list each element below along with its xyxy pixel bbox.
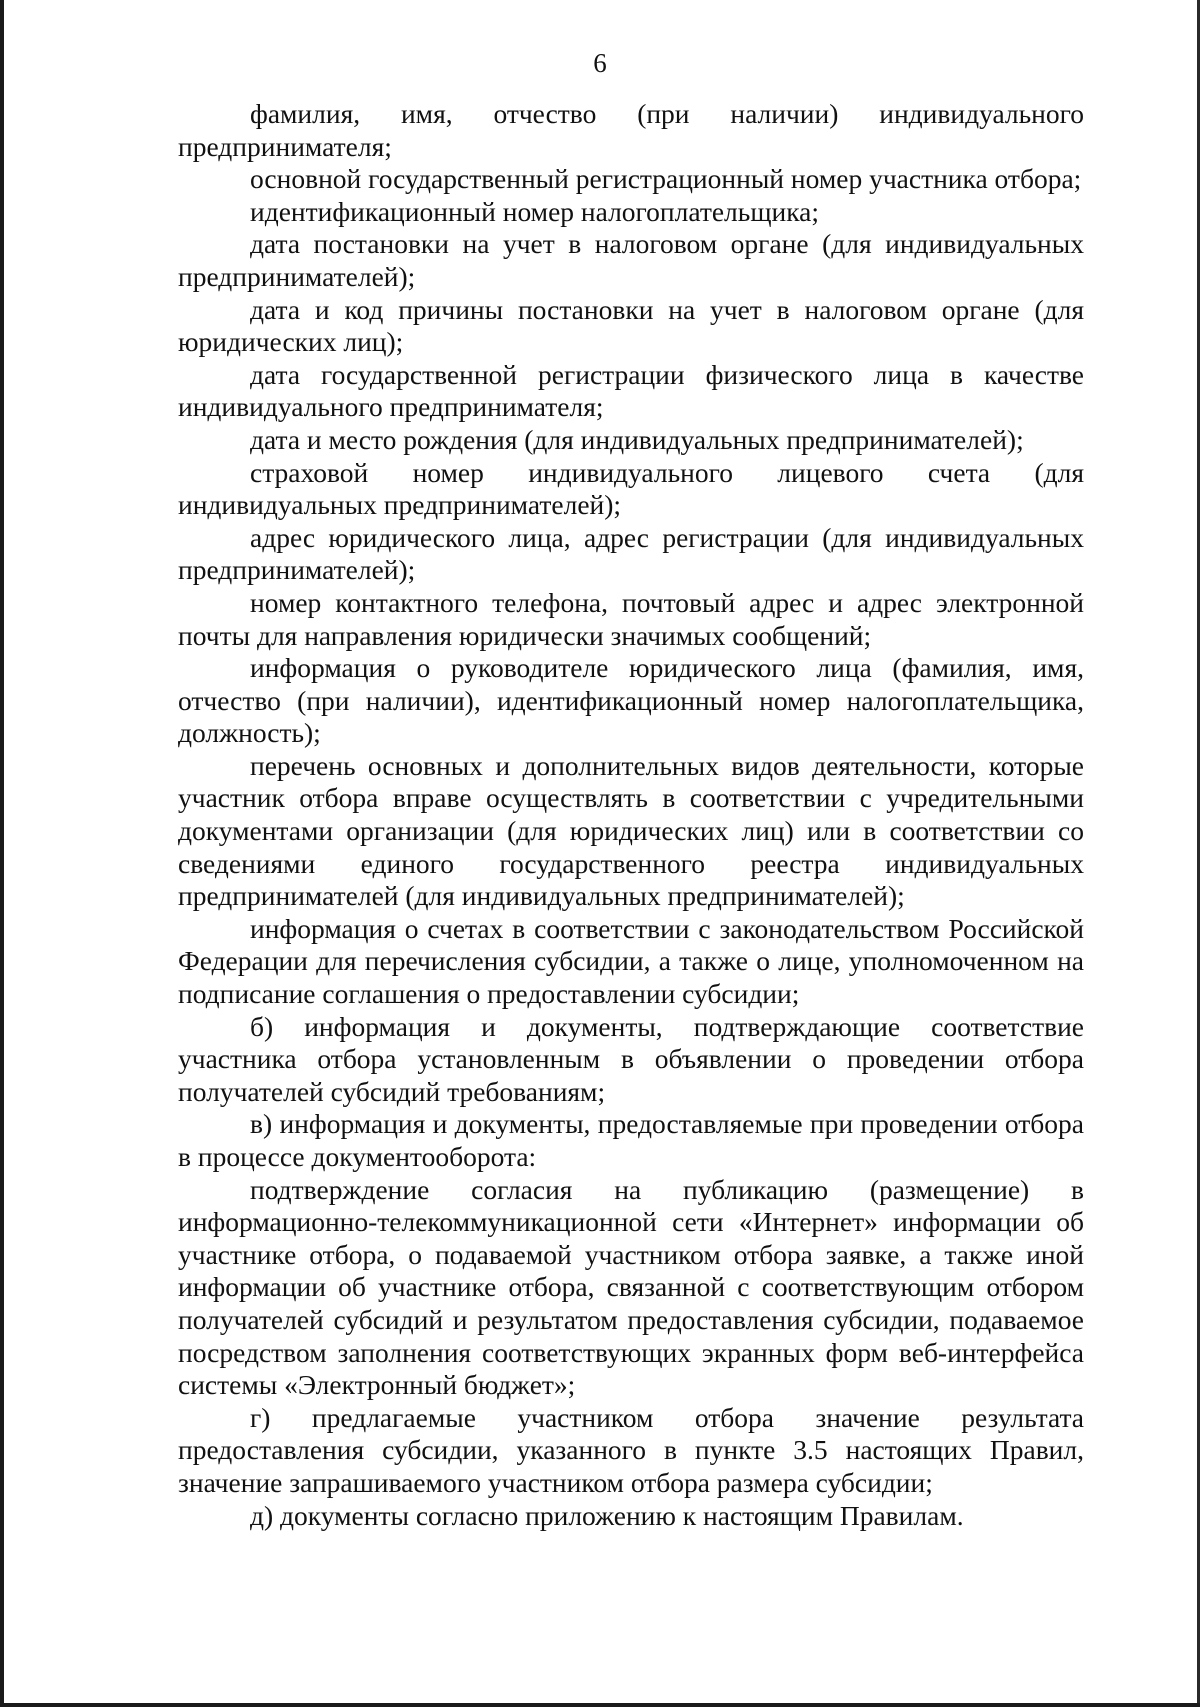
paragraph-activities: перечень основных и дополнительных видов деятельности, которые участник отбора вправе осуществлять в соответствии с учредительными документами организации (для юридических лиц) или в соответствии со сведениями единого государственного реестра индивидуальных предпринимателей (для индивидуальных предпринимателей); xyxy=(178,749,1084,912)
paragraph-kpp: дата и код причины постановки на учет в налоговом органе (для юридических лиц); xyxy=(178,293,1084,358)
paragraph-address: адрес юридического лица, адрес регистрации (для индивидуальных предпринимателей); xyxy=(178,521,1084,586)
paragraph-full-name: фамилия, имя, отчество (при наличии) индивидуального предпринимателя; xyxy=(178,98,1084,162)
paragraph-tax-registration-date: дата постановки на учет в налоговом органе (для индивидуальных предпринимателей); xyxy=(178,228,1084,292)
scan-edge-bottom xyxy=(0,1703,1200,1707)
page-number: 6 xyxy=(593,48,607,78)
paragraph-publication-consent: подтверждение согласия на публикацию (размещение) в информационно-телекоммуникационной сети «Интернет» информации об участнике отбора, о подаваемой участником отбора заявке, а также иной информации об участнике отбора, связанной с соответствующим отбором получателей субсидий и результатом предоставления субсидии, подаваемое посредством заполнения соответствующих экранных форм веб-интерфейса системы «Электронный бюджет»; xyxy=(178,1173,1084,1401)
paragraph-snils: страховой номер индивидуального лицевого счета (для индивидуальных предпринимателей); xyxy=(178,456,1084,521)
paragraph-inn: идентификационный номер налогоплательщика; xyxy=(250,195,820,227)
paragraph-ogrn: основной государственный регистрационный номер участника отбора; xyxy=(250,163,1082,195)
paragraph-contacts: номер контактного телефона, почтовый адрес и адрес электронной почты для направления юридически значимых сообщений; xyxy=(178,586,1084,651)
scan-edge-left xyxy=(0,0,4,1707)
paragraph-head-info: информация о руководителе юридического лица (фамилия, имя, отчество (при наличии), идентификационный номер налогоплательщика, должность); xyxy=(178,652,1084,749)
document-body xyxy=(178,98,1084,1532)
paragraph-state-registration-date: дата государственной регистрации физического лица в качестве индивидуального предпринимателя; xyxy=(178,358,1084,423)
paragraph-item-b: б) информация и документы, подтверждающие соответствие участника отбора установленным в объявлении о проведении отбора получателей субсидий требованиям; xyxy=(178,1010,1084,1107)
paragraph-item-g: г) предлагаемые участником отбора значение результата предоставления субсидии, указанного в пункте 3.5 настоящих Правил, значение запрашиваемого участником отбора размера субсидии; xyxy=(178,1401,1084,1498)
paragraph-accounts: информация о счетах в соответствии с законодательством Российской Федерации для перечисления субсидии, а также о лице, уполномоченном на подписание соглашения о предоставлении субсидии; xyxy=(178,912,1084,1010)
paragraph-birth-date-place: дата и место рождения (для индивидуальных предпринимателей); xyxy=(250,423,1024,455)
paragraph-item-v: в) информация и документы, предоставляемые при проведении отбора в процессе документооборота: xyxy=(178,1108,1084,1172)
paragraph-item-d: д) документы согласно приложению к настоящим Правилам. xyxy=(250,1499,964,1531)
